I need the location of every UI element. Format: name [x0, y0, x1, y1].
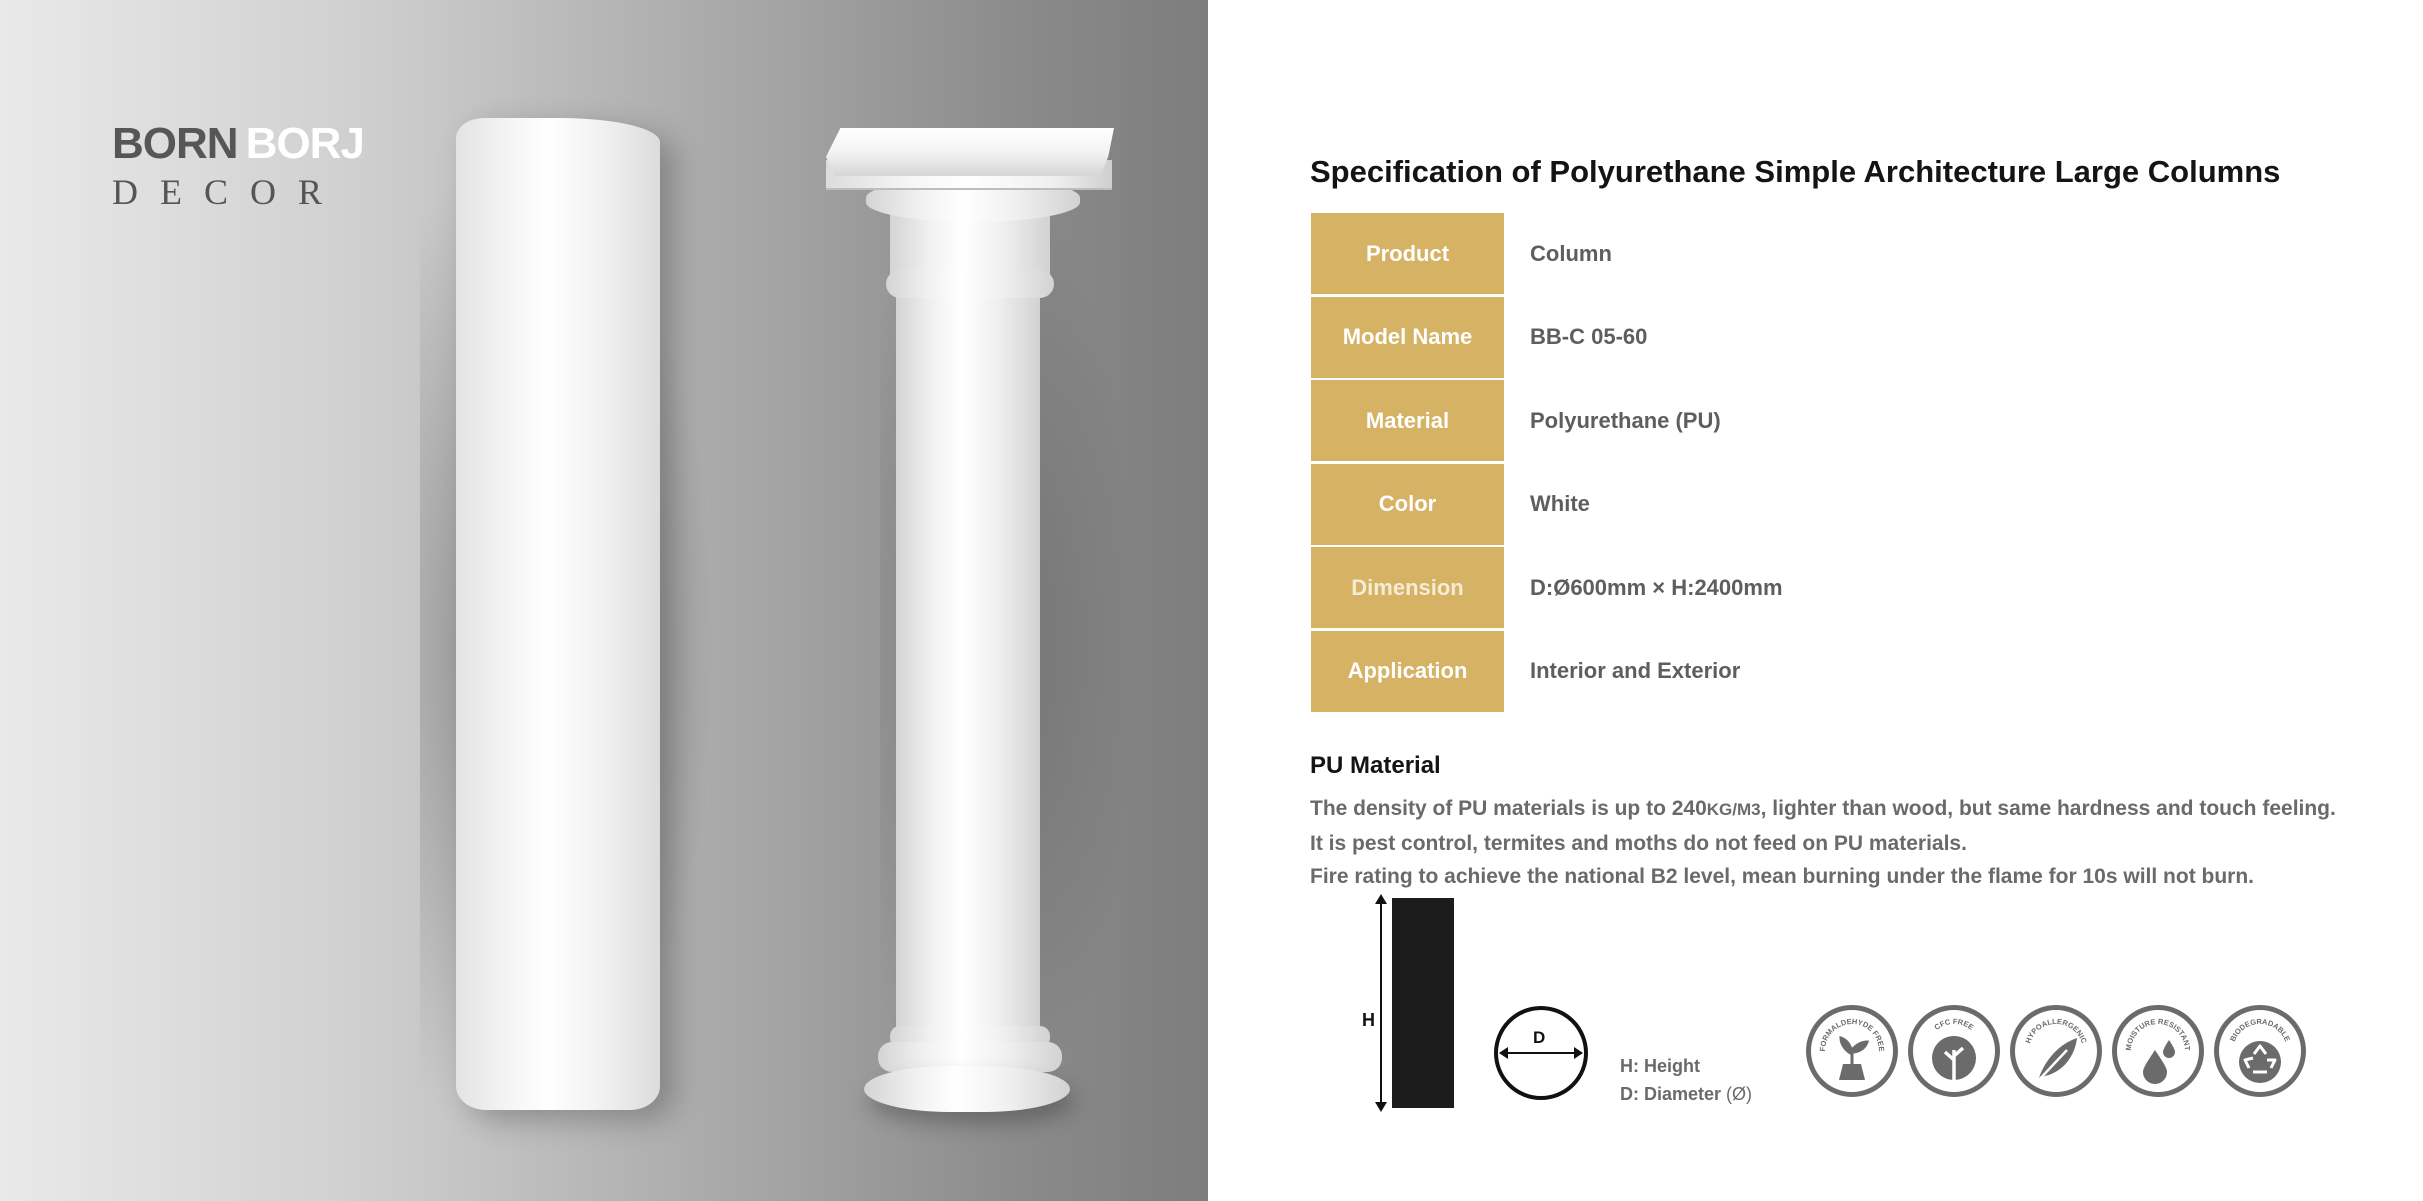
pu-material-heading: PU Material	[1310, 752, 1441, 779]
pu-line-text: The density of PU materials is up to 240	[1310, 797, 1707, 820]
spec-label: Model Name	[1311, 297, 1504, 378]
column-shaft	[896, 290, 1040, 1030]
diameter-arrow	[1500, 1052, 1582, 1054]
spec-value: BB-C 05-60	[1530, 324, 1648, 350]
spec-value: D:Ø600mm × H:2400mm	[1530, 574, 1783, 600]
spec-label: Product	[1311, 213, 1504, 294]
svg-text:CFC FREE	[1933, 1017, 1976, 1032]
feather-icon	[2015, 1010, 2097, 1092]
column-neck	[890, 214, 1050, 274]
pu-line-density	[1310, 792, 2410, 827]
page-title: Specification of Polyurethane Simple Architecture Large Columns	[1310, 154, 2281, 189]
recycle-icon	[2219, 1010, 2301, 1092]
pu-line-fire: Fire rating to achieve the national B2 level, mean burning under the flame for 10s will not burn.	[1310, 865, 2255, 888]
badge-text: BIODEGRADABLE	[2228, 1016, 2292, 1043]
legend-diameter-text: D: Diameter	[1620, 1084, 1727, 1104]
tree-icon	[1913, 1010, 1995, 1092]
dimension-legend	[1620, 1052, 1752, 1108]
svg-text:MOISTURE RESISTANT	[2124, 1017, 2192, 1051]
spec-value: Interior and Exterior	[1530, 658, 1741, 684]
spec-label: Dimension	[1311, 547, 1504, 628]
spec-label: Material	[1311, 380, 1504, 461]
column-base-lower	[864, 1066, 1070, 1112]
spec-row-material	[1310, 379, 2310, 463]
column-abacus-top	[826, 128, 1114, 176]
spec-row-color	[1310, 463, 2310, 547]
logo-subtitle: DECOR	[112, 172, 345, 212]
badge-biodegradable	[2214, 1005, 2306, 1097]
logo-word-1: BORN	[112, 119, 238, 168]
badge-text: CFC FREE	[1932, 1016, 1976, 1032]
spec-row-model-name	[1310, 296, 2310, 380]
diameter-letter: D	[1533, 1028, 1546, 1047]
height-arrow	[1380, 896, 1382, 1110]
plant-pot-icon	[1811, 1010, 1893, 1092]
density-unit: KG/M3	[1706, 800, 1761, 819]
pu-line-text: , lighter than wood, but same hardness and touch feeling.	[1760, 797, 2336, 820]
legend-diameter	[1620, 1080, 1752, 1108]
spec-row-product	[1310, 212, 2310, 296]
spec-value: Polyurethane (PU)	[1530, 407, 1721, 433]
badge-moisture-resistant	[2112, 1005, 2204, 1097]
pu-line-pest: It is pest control, termites and moths do not feed on PU materials.	[1310, 831, 1967, 855]
spec-row-dimension	[1310, 546, 2310, 630]
feature-badges	[1806, 1005, 2306, 1097]
legend-height: H: Height	[1620, 1056, 1700, 1076]
svg-text:HYPOALLERGENIC	[2023, 1017, 2089, 1045]
half-column-image	[456, 118, 660, 1110]
water-drops-icon	[2117, 1010, 2199, 1092]
column-upper-ring	[886, 270, 1054, 298]
height-letter: H	[1362, 1010, 1375, 1030]
brand-logo	[112, 120, 372, 210]
badge-text: MOISTURE RESISTANT	[2123, 1016, 2193, 1051]
spec-label: Application	[1311, 631, 1504, 712]
spec-label: Color	[1311, 464, 1504, 545]
svg-text:BIODEGRADABLE	[2228, 1017, 2292, 1043]
badge-cfc-free	[1908, 1005, 2000, 1097]
badge-text: FORMALDEHYDE FREE	[1817, 1016, 1887, 1052]
badge-formaldehyde-free	[1806, 1005, 1898, 1097]
svg-text:FORMALDEHYDE FREE	[1818, 1017, 1886, 1052]
badge-text: HYPOALLERGENIC	[2023, 1016, 2089, 1045]
spec-value: White	[1530, 491, 1590, 517]
height-bar	[1392, 898, 1454, 1108]
diameter-symbol: (Ø)	[1726, 1084, 1753, 1104]
spec-row-application	[1310, 630, 2310, 714]
spec-table	[1310, 212, 2310, 713]
product-photo	[0, 0, 1208, 1201]
pu-material-description	[1310, 792, 2410, 894]
spec-value: Column	[1530, 240, 1612, 266]
badge-hypoallergenic	[2010, 1005, 2102, 1097]
logo-word-2: BORJ	[245, 119, 364, 168]
